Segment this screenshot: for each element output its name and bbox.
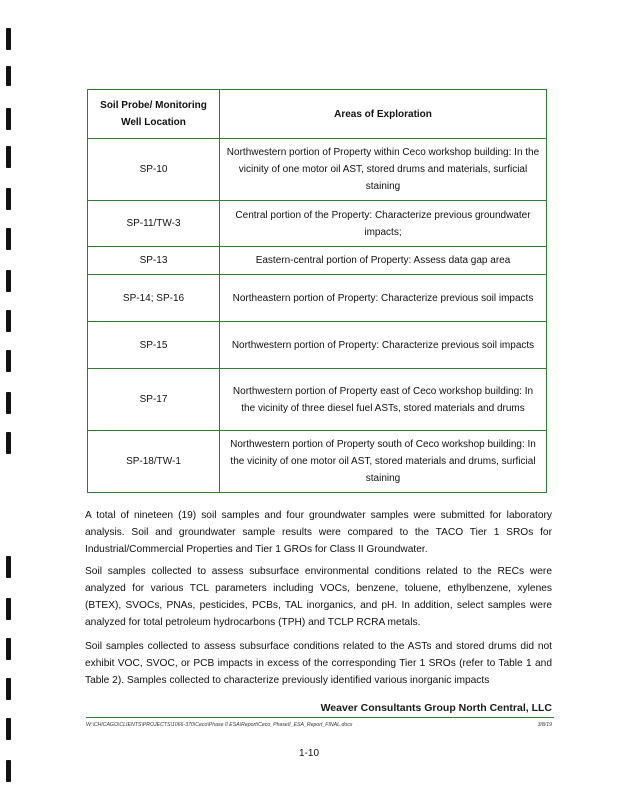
table-header-row — [88, 90, 547, 139]
area-cell: Northwestern portion of Property within Ceco workshop building: In the vicinity of one motor oil AST, stored drums and materials, surficial staining — [220, 139, 547, 201]
header-location: Soil Probe/ Monitoring Well Location — [88, 90, 220, 139]
binder-mark — [6, 678, 11, 700]
binder-mark — [6, 146, 11, 168]
binder-mark — [6, 108, 11, 130]
binder-mark — [6, 598, 11, 620]
table-row — [88, 322, 547, 369]
binder-mark — [6, 188, 11, 210]
page-number: 1-10 — [298, 748, 319, 759]
area-cell: Northwestern portion of Property: Characterize previous soil impacts — [220, 322, 547, 369]
area-cell: Northwestern portion of Property south of Ceco workshop building: In the vicinity of one motor oil AST, stored materials and drums, surficial staining — [220, 431, 547, 493]
binder-mark — [6, 66, 11, 86]
binder-mark — [6, 432, 11, 454]
area-cell: Northwestern portion of Property east of Ceco workshop building: In the vicinity of three diesel fuel ASTs, stored materials and drums — [220, 369, 547, 431]
table-row — [88, 369, 547, 431]
area-cell: Eastern-central portion of Property: Assess data gap area — [220, 247, 547, 275]
binder-mark — [6, 310, 11, 332]
table-row — [88, 247, 547, 275]
binder-mark — [6, 638, 11, 660]
table-row — [88, 201, 547, 247]
location-cell: SP-10 — [88, 139, 220, 201]
binder-mark — [6, 718, 11, 740]
table-row — [88, 275, 547, 322]
binder-mark — [6, 270, 11, 292]
location-cell: SP-17 — [88, 369, 220, 431]
binder-mark — [6, 760, 11, 782]
header-area: Areas of Exploration — [220, 90, 547, 139]
table-row — [88, 139, 547, 201]
location-cell: SP-11/TW-3 — [88, 201, 220, 247]
location-cell: SP-13 — [88, 247, 220, 275]
footer-company: Weaver Consultants Group North Central, LLC — [320, 702, 552, 714]
area-cell: Northeastern portion of Property: Characterize previous soil impacts — [220, 275, 547, 322]
location-cell: SP-15 — [88, 322, 220, 369]
binder-mark — [6, 392, 11, 414]
location-cell: SP-18/TW-1 — [88, 431, 220, 493]
footer-divider — [86, 717, 554, 718]
binder-mark — [6, 228, 11, 250]
binder-mark — [6, 350, 11, 372]
body-paragraph: Soil samples collected to assess subsurface environmental conditions related to the RECs were analyzed for various TCL parameters including VOCs, benzene, toluene, ethylbenzene, xylenes (BTEX), SVOCs, PNAs, pesticides, PCBs, TAL inorganics, and pH. In addition, select samples were analyzed for total petroleum hydrocarbons (TPH) and TCLP RCRA metals. — [85, 566, 552, 628]
area-cell: Central portion of the Property: Characterize previous groundwater impacts; — [220, 201, 547, 247]
location-cell: SP-14; SP-16 — [88, 275, 220, 322]
footer-date: 3/8/19 — [537, 722, 552, 728]
binder-mark — [6, 28, 11, 50]
body-paragraph: Soil samples collected to assess subsurface conditions related to the ASTs and stored drums did not exhibit VOC, SVOC, or PCB impacts in excess of the corresponding Tier 1 SROs (refer to Table 1 and Table 2). Samples collected to characterize previously identified various inorganic impacts — [85, 641, 552, 686]
body-paragraph: A total of nineteen (19) soil samples and four groundwater samples were submitted for laboratory analysis. Soil and groundwater sample results were compared to the TACO Tier 1 SROs for Industrial/Commercial Properties and Tier 1 GROs for Class II Groundwater. — [85, 510, 552, 555]
binder-mark — [6, 556, 11, 578]
table-row — [88, 431, 547, 493]
footer-file-path: W:\CHICAGO\CLIENTS\PROJECTS\1066-370\Ceco\Phase II ESA\Report\Ceco_PhaseII_ESA_Report_FINAL.docx — [86, 722, 353, 728]
exploration-table — [87, 89, 547, 493]
